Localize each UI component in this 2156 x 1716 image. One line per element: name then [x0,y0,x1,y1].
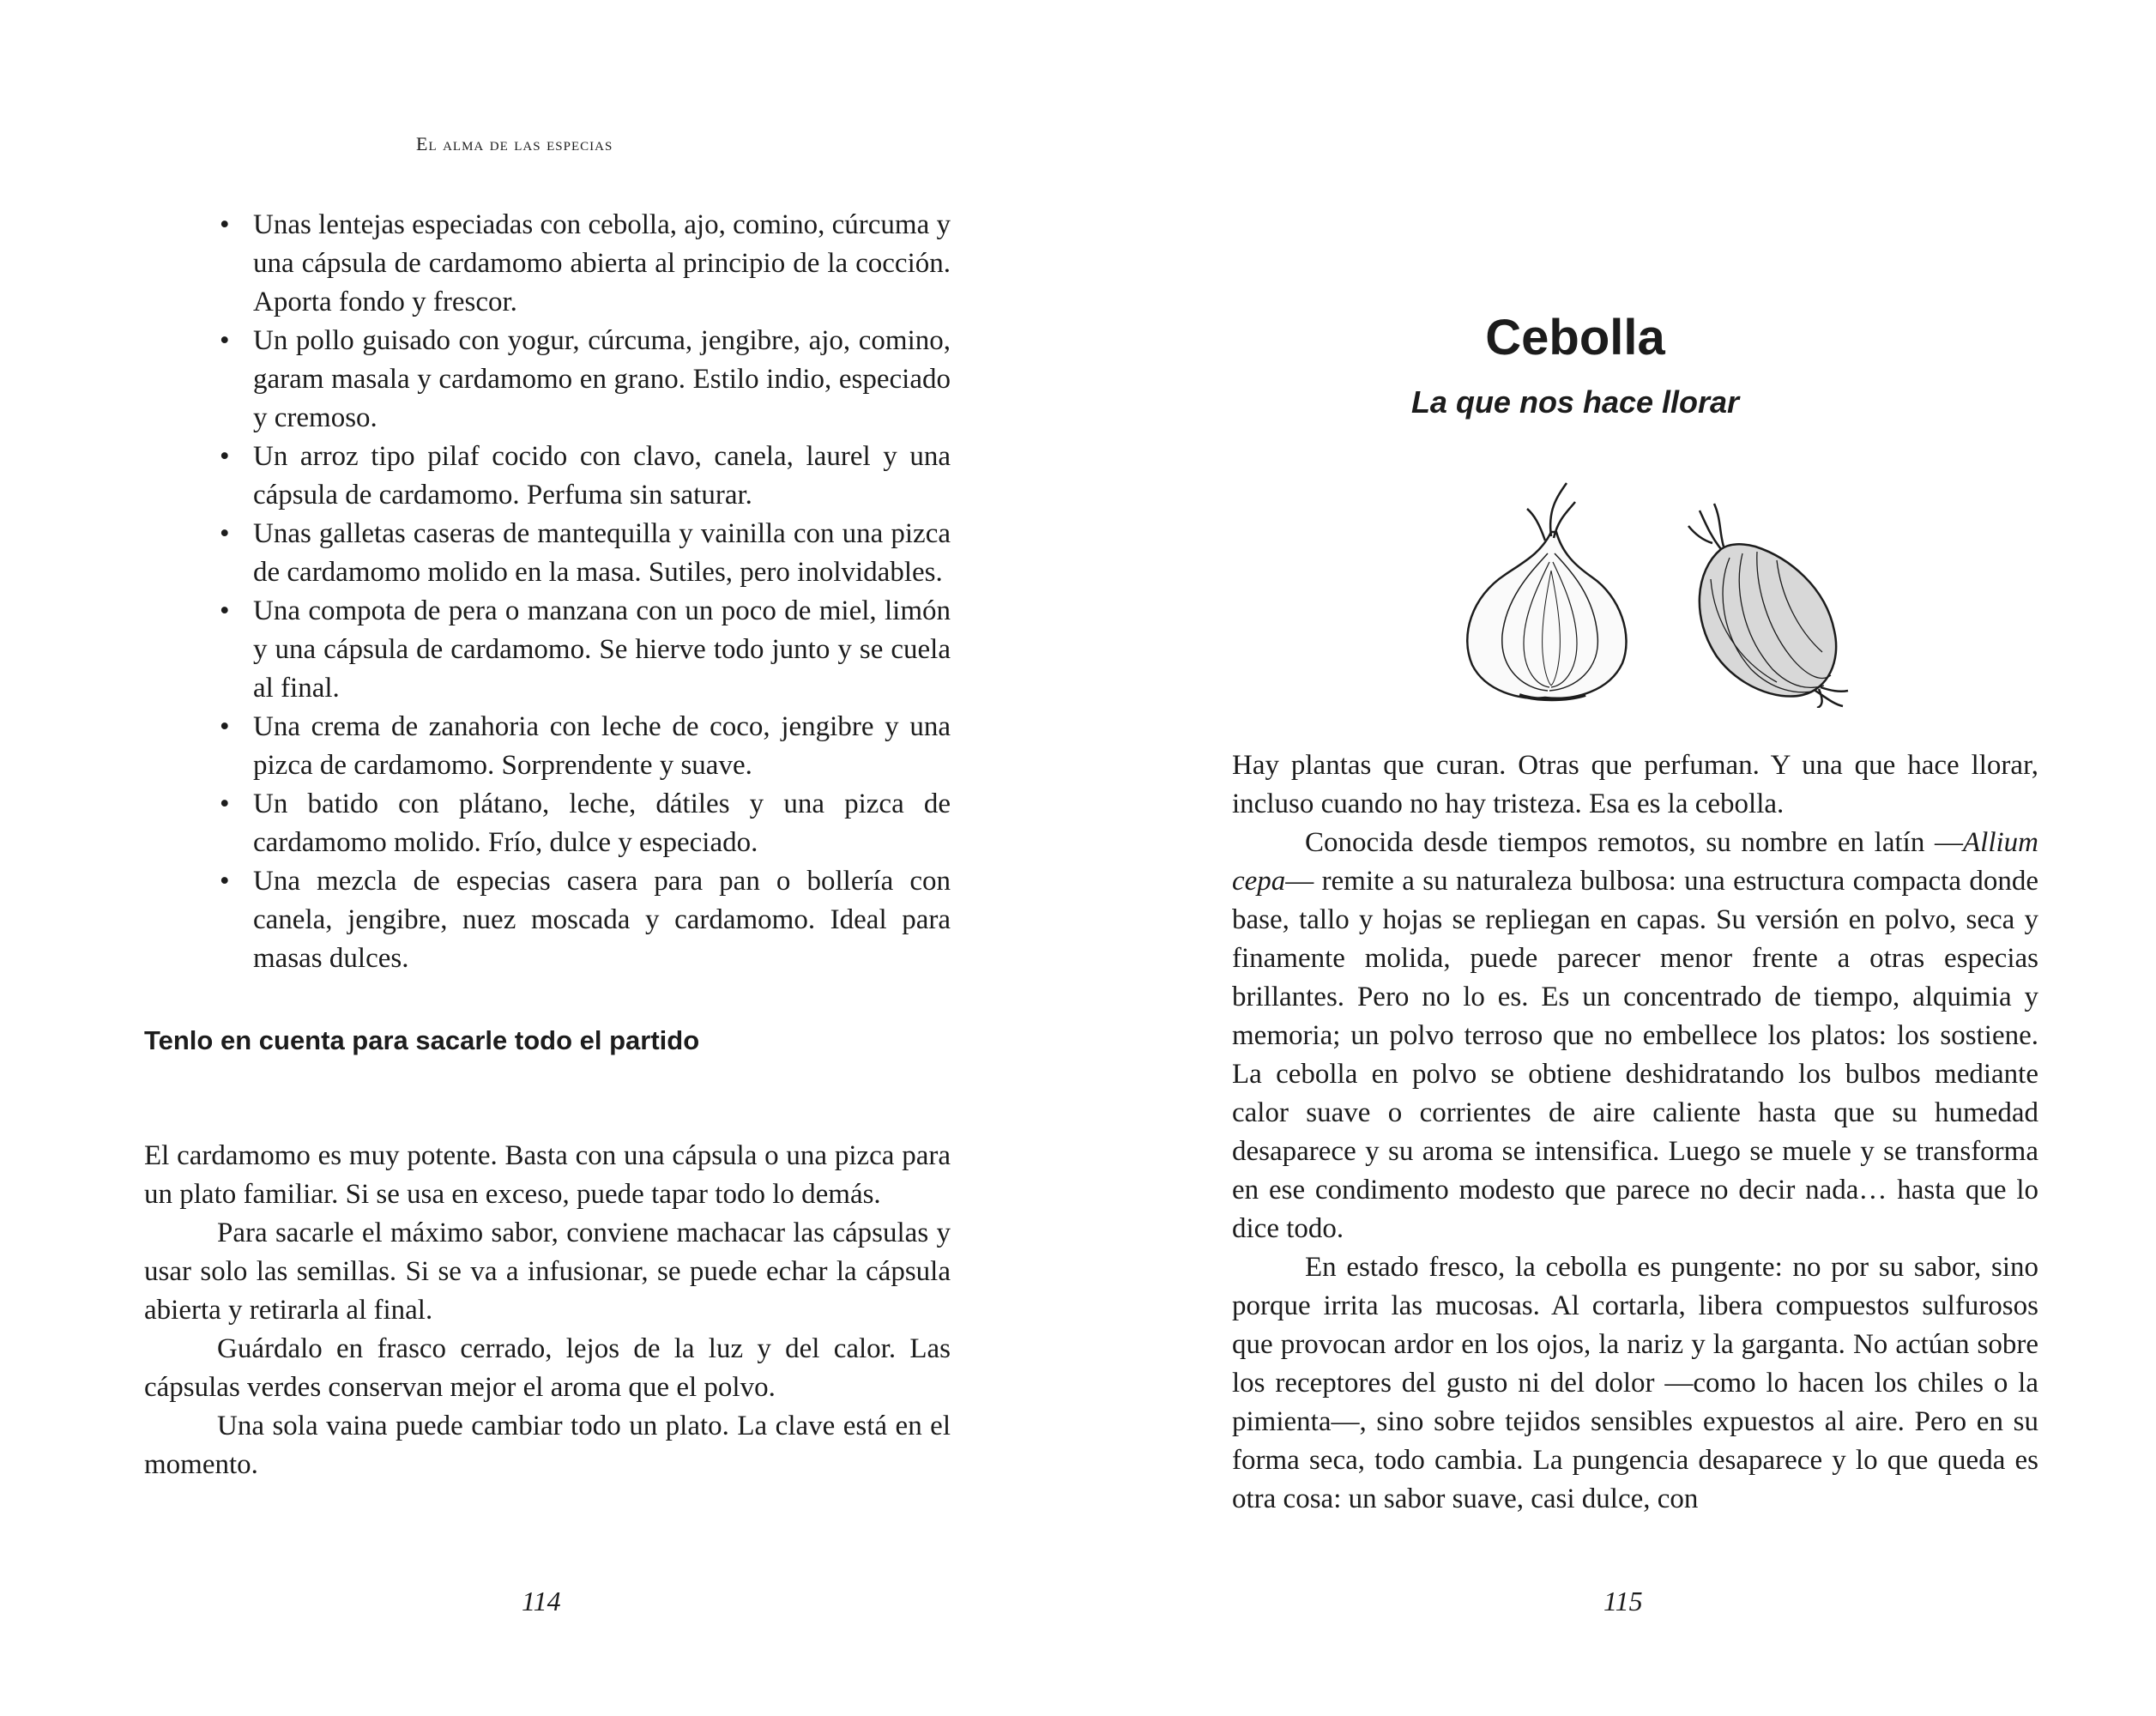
chapter-subtitle: La que nos hace llorar [1410,384,1740,420]
page-number: 114 [522,1586,561,1616]
latin-name: Allium cepa [1232,827,2038,897]
page-number: 115 [1603,1586,1643,1616]
right-page [1078,0,2156,1716]
paragraph: Una sola vaina puede cambiar todo un plato. La clave está en el momento. [144,1411,951,1480]
whole-onion [1688,504,1848,708]
bullet-icon: • [220,789,230,819]
bullet-icon: • [220,209,230,240]
bullet-icon: • [220,595,230,626]
list-item: • Una compota de pera o manzana con un poco de miel, limón y una cápsula de cardamomo. Se hierve todo junto y se cuela al final. [253,592,951,708]
list-item: • Una mezcla de especias casera para pan o bollería con canela, jengibre, nuez moscada y cardamomo. Ideal para masas dulces. [253,862,951,978]
right-body-text [1232,746,2038,1519]
list-item: • Un arroz tipo pilaf cocido con clavo, canela, laurel y una cápsula de cardamomo. Perfuma sin saturar. [253,438,951,515]
bullet-list [144,206,951,978]
list-item: • Un pollo guisado con yogur, cúrcuma, jengibre, ajo, comino, garam masala y cardamomo en grano. Estilo indio, especiado y cremoso. [253,322,951,438]
running-head: El alma de las especias [416,133,613,154]
list-item: • Una crema de zanahoria con leche de coco, jengibre y una pizca de cardamomo. Sorprendente y suave. [253,708,951,785]
halved-onion [1467,483,1626,699]
paragraph: Conocida desde tiempos remotos, su nombre en latín —Allium cepa— remite a su naturaleza bulbosa: una estructura compacta donde base, tallo y hojas se repliegan en capas. Su versión en polvo, seca y finamente molida, puede parecer menor frente a otras especias brillantes. Pero no lo es. Es un concentrado de tiempo, alquimia y memoria; un polvo terroso que no embellece los platos: los sostiene. La cebolla en polvo se obtiene deshidratando los bulbos mediante calor suave o corrientes de aire caliente hasta que su humedad desaparece y su aroma se intensifica. Luego se muele y se transforma en ese condimento modesto que parece no decir nada… hasta que lo dice todo. [1232,827,2038,1244]
list-item: • Unas galletas caseras de mantequilla y vainilla con una pizca de cardamomo molido en la masa. Sutiles, pero inolvidables. [253,515,951,592]
chapter-title: Cebolla [1485,310,1665,366]
paragraph: Hay plantas que curan. Otras que perfuman. Y una que hace llorar, incluso cuando no hay tristeza. Esa es la cebolla. [1232,750,2038,819]
paragraph: El cardamomo es muy potente. Basta con una cápsula o una pizca para un plato familiar. Si se usa en exceso, puede tapar todo lo demás. [144,1140,951,1210]
bullet-icon: • [220,441,230,472]
left-body-text [144,1137,951,1484]
paragraph: Guárdalo en frasco cerrado, lejos de la luz y del calor. Las cápsulas verdes conservan mejor el aroma que el polvo. [144,1333,951,1403]
section-heading: Tenlo en cuenta para sacarle todo el partido [144,1025,700,1055]
list-item: • Un batido con plátano, leche, dátiles y una pizca de cardamomo molido. Frío, dulce y especiado. [253,785,951,862]
bullet-icon: • [220,711,230,742]
bullet-icon: • [220,518,230,549]
bullet-icon: • [220,866,230,897]
onion-illustration [1438,476,1867,708]
list-item: • Unas lentejas especiadas con cebolla, ajo, comino, cúrcuma y una cápsula de cardamomo abierta al principio de la cocción. Aporta fondo y frescor. [253,206,951,322]
bullet-icon: • [220,325,230,356]
paragraph: En estado fresco, la cebolla es pungente: no por su sabor, sino porque irrita las mucosas. Al cortarla, libera compuestos sulfurosos que provocan ardor en los ojos, la nariz y la garganta. No actúan sobre los receptores del gusto ni del dolor —como lo hacen los chiles o la pimienta—, sino sobre tejidos sensibles expuestos al aire. Pero en su forma seca, todo cambia. La pungencia desaparece y lo que queda es otra cosa: un sabor suave, casi dulce, con [1232,1252,2038,1514]
paragraph: Para sacarle el máximo sabor, conviene machacar las cápsulas y usar solo las semillas. Si se va a infusionar, se puede echar la cápsula abierta y retirarla al final. [144,1218,951,1326]
